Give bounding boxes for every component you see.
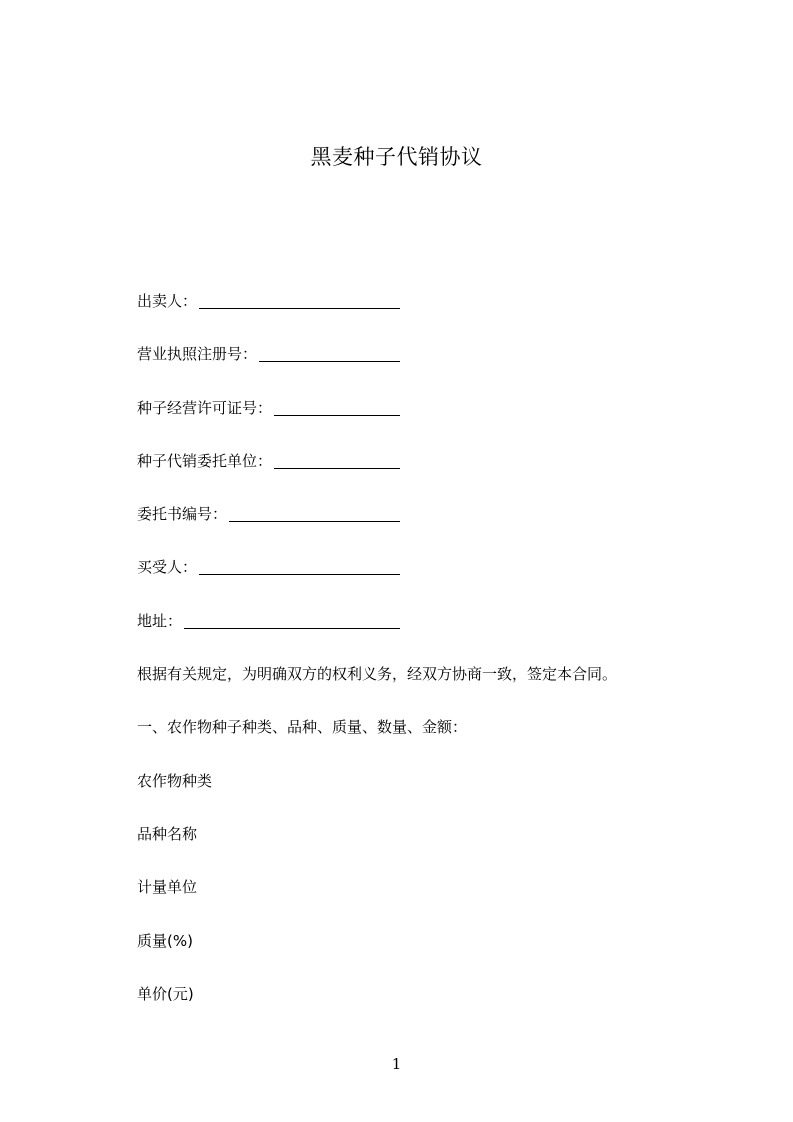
buyer-label: 买受人：: [137, 558, 198, 576]
authorization-number-field: [137, 504, 400, 524]
authorization-number-label: 委托书编号：: [137, 505, 228, 523]
consignor-unit-label: 种子代销委托单位：: [137, 452, 273, 470]
seller-blank[interactable]: [199, 294, 400, 309]
seller-field: [137, 291, 400, 311]
address-label: 地址：: [137, 612, 183, 630]
consignor-unit-field: [137, 451, 400, 471]
business-license-field: [137, 344, 400, 364]
consignor-unit-blank[interactable]: [274, 454, 400, 469]
unit-of-measure-label: 计量单位: [137, 878, 198, 896]
address-blank[interactable]: [184, 614, 400, 629]
section-one-heading: 一、农作物种子种类、品种、质量、数量、金额：: [137, 718, 468, 736]
intro-paragraph: 根据有关规定，为明确双方的权利义务，经双方协商一致，签定本合同。: [137, 665, 618, 683]
seed-permit-blank[interactable]: [274, 401, 400, 416]
business-license-blank[interactable]: [259, 347, 400, 362]
seed-permit-field: [137, 398, 400, 418]
address-field: [137, 611, 400, 631]
crop-type-label: 农作物种类: [137, 772, 213, 790]
quality-label: 质量(%): [137, 932, 193, 950]
unit-price-label: 单价(元): [137, 985, 194, 1003]
buyer-field: [137, 557, 400, 577]
page-number: 1: [391, 1055, 402, 1073]
seed-permit-label: 种子经营许可证号：: [137, 399, 273, 417]
authorization-number-blank[interactable]: [229, 507, 400, 522]
document-title: 黑麦种子代销协议: [310, 145, 483, 169]
variety-name-label: 品种名称: [137, 825, 198, 843]
business-license-label: 营业执照注册号：: [137, 345, 258, 363]
buyer-blank[interactable]: [199, 560, 400, 575]
seller-label: 出卖人：: [137, 292, 198, 310]
